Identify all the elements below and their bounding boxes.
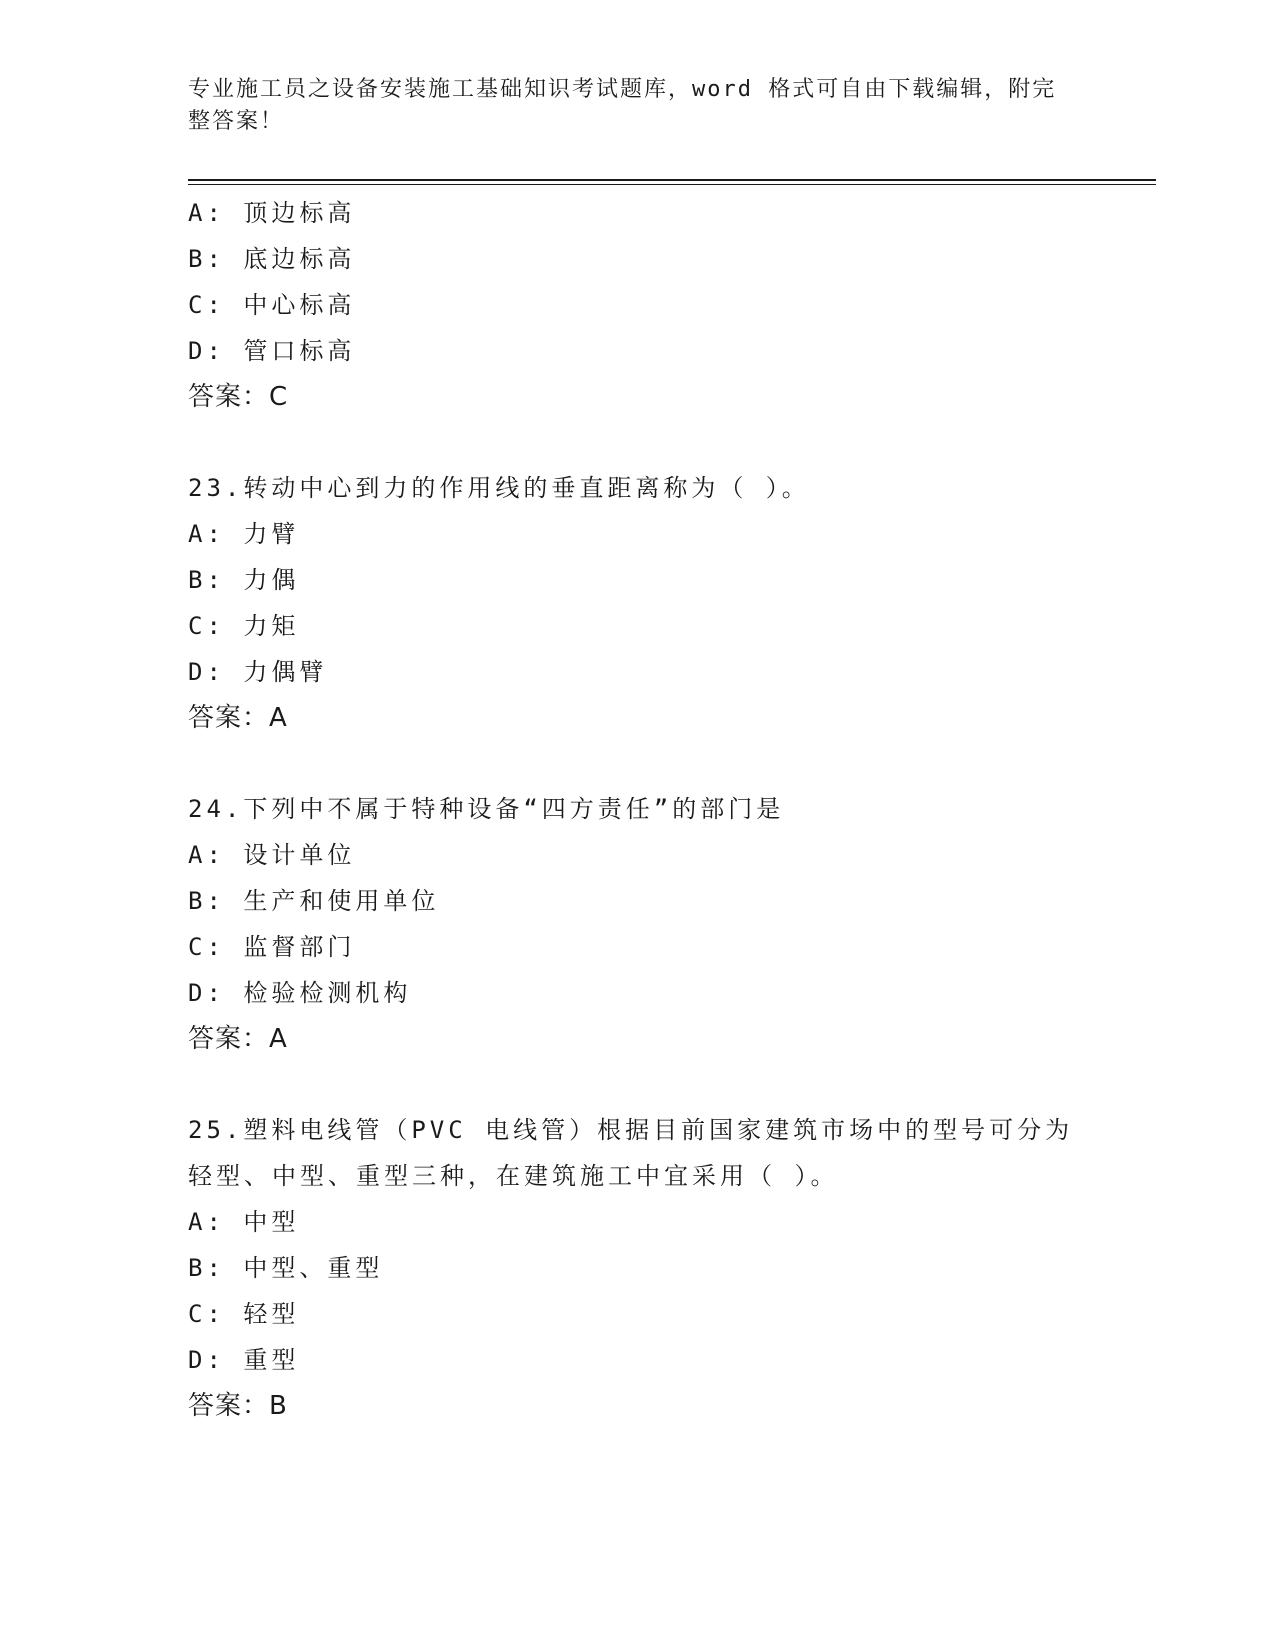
header-line-1: 专业施工员之设备安装施工基础知识考试题库，word 格式可自由下载编辑，附完 — [188, 77, 1057, 102]
option-label: C: — [188, 1300, 225, 1328]
option-b — [188, 1245, 1088, 1291]
option-a — [188, 190, 1088, 236]
option-label: D: — [188, 979, 225, 1007]
answer-value: B — [269, 1391, 288, 1421]
option-a — [188, 1199, 1088, 1245]
option-c — [188, 1291, 1088, 1337]
answer-label: 答案： — [188, 703, 270, 733]
question-number: 23. — [188, 474, 244, 502]
option-d — [188, 649, 1088, 695]
question-title — [188, 1107, 1088, 1153]
option-text: 力偶臂 — [243, 658, 328, 686]
option-text: 底边标高 — [243, 245, 356, 273]
option-d — [188, 328, 1088, 374]
question-text: 下列中不属于特种设备“四方责任”的部门是 — [243, 795, 785, 823]
document-header — [188, 74, 1068, 138]
question-text: 轻型、中型、重型三种，在建筑施工中宜采用（ ）。 — [188, 1162, 839, 1190]
header-divider-thin — [188, 184, 1156, 185]
option-label: A: — [188, 520, 225, 548]
answer-line — [188, 374, 1088, 420]
option-text: 力臂 — [243, 520, 300, 548]
option-text: 力矩 — [243, 612, 300, 640]
question-title — [188, 465, 1088, 511]
option-label: C: — [188, 933, 225, 961]
option-text: 中型、重型 — [243, 1254, 384, 1282]
option-b — [188, 557, 1088, 603]
option-label: B: — [188, 245, 225, 273]
option-c — [188, 282, 1088, 328]
question-continued — [188, 190, 1088, 420]
option-text: 管口标高 — [243, 337, 356, 365]
question-number: 24. — [188, 795, 244, 823]
option-label: D: — [188, 1346, 225, 1374]
option-text: 中型 — [243, 1208, 300, 1236]
option-text: 监督部门 — [243, 933, 356, 961]
question-text: 塑料电线管（PVC 电线管）根据目前国家建筑市场中的型号可分为 — [243, 1116, 1074, 1144]
option-text: 中心标高 — [243, 291, 356, 319]
option-text: 轻型 — [243, 1300, 300, 1328]
option-text: 力偶 — [243, 566, 300, 594]
answer-line — [188, 695, 1088, 741]
answer-label: 答案： — [188, 382, 270, 412]
question-title — [188, 786, 1088, 832]
document-body — [188, 190, 1088, 1429]
option-label: B: — [188, 566, 225, 594]
option-label: D: — [188, 337, 225, 365]
answer-label: 答案： — [188, 1024, 270, 1054]
question-title-continued — [188, 1153, 1088, 1199]
option-label: C: — [188, 291, 225, 319]
option-text: 生产和使用单位 — [243, 887, 440, 915]
question-number: 25. — [188, 1116, 244, 1144]
option-b — [188, 236, 1088, 282]
option-label: B: — [188, 1254, 225, 1282]
option-d — [188, 1337, 1088, 1383]
option-a — [188, 511, 1088, 557]
header-divider-thick — [188, 179, 1156, 181]
option-c — [188, 924, 1088, 970]
option-label: D: — [188, 658, 225, 686]
option-text: 设计单位 — [243, 841, 356, 869]
option-c — [188, 603, 1088, 649]
option-text: 重型 — [243, 1346, 300, 1374]
question-23 — [188, 465, 1088, 741]
option-label: C: — [188, 612, 225, 640]
answer-label: 答案： — [188, 1391, 270, 1421]
answer-value: A — [269, 1024, 288, 1054]
option-text: 检验检测机构 — [243, 979, 412, 1007]
option-d — [188, 970, 1088, 1016]
answer-value: C — [269, 382, 289, 412]
option-label: A: — [188, 841, 225, 869]
question-24 — [188, 786, 1088, 1062]
answer-value: A — [269, 703, 288, 733]
option-a — [188, 832, 1088, 878]
option-label: A: — [188, 1208, 225, 1236]
question-text: 转动中心到力的作用线的垂直距离称为（ ）。 — [243, 474, 810, 502]
option-text: 顶边标高 — [243, 199, 356, 227]
option-label: A: — [188, 199, 225, 227]
answer-line — [188, 1383, 1088, 1429]
question-25 — [188, 1107, 1088, 1429]
option-b — [188, 878, 1088, 924]
answer-line — [188, 1016, 1088, 1062]
option-label: B: — [188, 887, 225, 915]
header-line-2: 整答案！ — [188, 109, 285, 134]
